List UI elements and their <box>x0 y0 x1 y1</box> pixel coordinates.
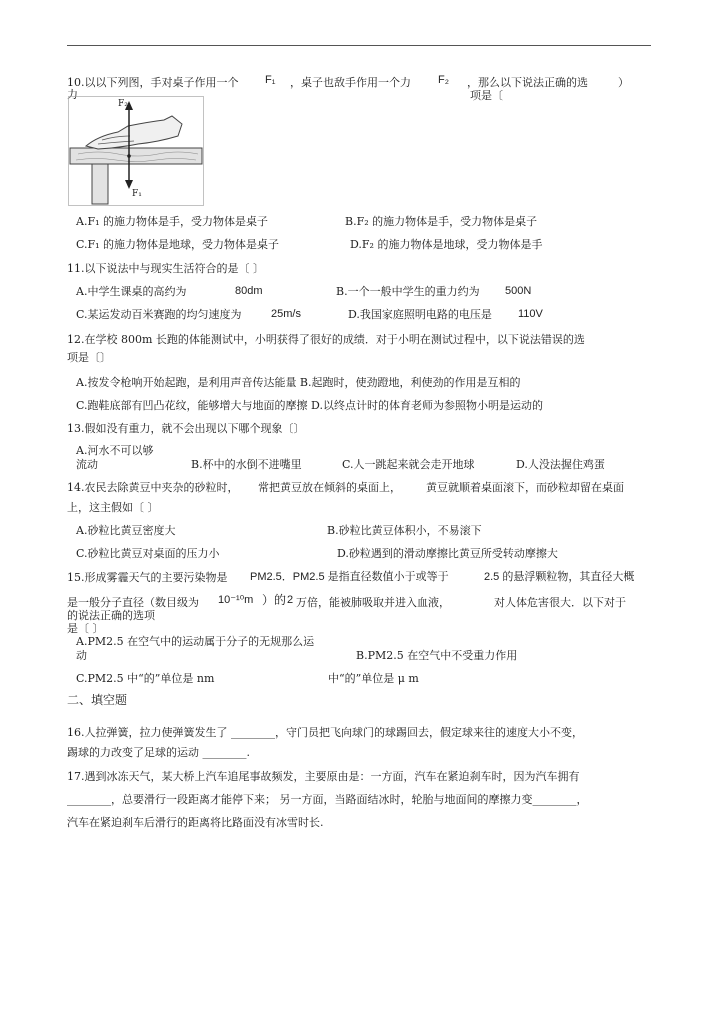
q10-stem-force: 力 <box>67 88 78 101</box>
q16-line1: 16.人拉弹簧，拉力使弹簧发生了 ________，守门员把飞向球门的球踢回去，假定球来往的速度大小不变， <box>67 726 583 739</box>
q15-stem-h: 对人体危害很大．以下对于 <box>494 596 626 609</box>
q15-option-a-line2: 动 <box>76 649 87 662</box>
q10-stem-a: 10.以以下列图，手对桌子作用一个 <box>67 76 239 89</box>
q10-close-paren: ） <box>618 76 629 89</box>
q15-stem-f: 2 <box>287 594 294 606</box>
q10-option-a: A.F₁ 的施力物体是手，受力物体是桌子 <box>76 215 268 228</box>
q15-stem-e: ）的 <box>262 593 287 607</box>
header-rule <box>67 45 651 46</box>
q16-line2: 踢球的力改变了足球的运动 ________. <box>67 746 250 759</box>
q15-option-c: C.PM2.5 中“的”单位是 nm <box>76 672 215 685</box>
q14-option-d: D.砂粒遇到的滑动摩擦比黄豆所受转动摩擦大 <box>337 547 558 560</box>
q11-option-a: A.中学生课桌的高约为 <box>76 285 187 298</box>
hand-table-figure <box>68 96 204 206</box>
q15-stem-a: 15.形成雾霾天气的主要污染物是 <box>67 571 228 584</box>
q11-option-b-value: 500N <box>505 285 532 297</box>
q11-stem: 11.以下说法中与现实生活符合的是〔 〕 <box>67 262 264 275</box>
q12-stem-line1: 12.在学校 800m 长跑的体能测试中，小明获得了很好的成绩．对于小明在测试过程中，以下说法错误的选 <box>67 333 585 346</box>
q15-option-d: 中“的”单位是 μ m <box>328 672 419 685</box>
q13-option-d: D.人没法握住鸡蛋 <box>516 458 605 471</box>
q15-stem-g: 万倍，能被肺吸取并进入血液， <box>296 596 450 609</box>
q12-options-ab: A.按发令枪响开始起跑，是利用声音传达能量 B.起跑时，使劲蹬地，利使劲的作用是互相的 <box>76 376 521 389</box>
q10-option-c: C.F₁ 的施力物体是地球，受力物体是桌子 <box>76 238 280 251</box>
q13-option-c: C.人一跳起来就会走开地球 <box>342 458 475 471</box>
q13-option-a-line1: A.河水不可以够 <box>76 444 154 457</box>
q17-line3: 汽车在紧迫刹车后滑行的距离将比路面没有冰雪时长. <box>67 816 324 829</box>
q15-stem-b: PM2.5．PM2.5 是指直径数值小于或等于 <box>250 571 449 583</box>
q14-stem-b: 常把黄豆放在倾斜的桌面上， <box>258 481 401 494</box>
q14-option-b: B.砂粒比黄豆体积小，不易滚下 <box>327 524 482 537</box>
q15-option-a-line1: A.PM2.5 在空气中的运动属于分子的无规那么运 <box>76 635 315 648</box>
q17-line1: 17.遇到冰冻天气，某大桥上汽车追尾事故频发，主要原由是：一方面，汽车在紧迫刹车时，因为汽车拥有 <box>67 770 580 783</box>
q10-option-b: B.F₂ 的施力物体是手，受力物体是桌子 <box>345 215 538 228</box>
q15-option-b: B.PM2.5 在空气中不受重力作用 <box>356 649 518 662</box>
figure-f1-label: F₁ <box>132 189 142 199</box>
q14-stem-c: 黄豆就顺着桌面滚下，而砂粒却留在桌面 <box>426 481 624 494</box>
q11-option-c: C.某运发动百米赛跑的均匀速度为 <box>76 308 242 321</box>
q14-option-c: C.砂粒比黄豆对桌面的压力小 <box>76 547 220 560</box>
q12-options-cd: C.跑鞋底部有凹凸花纹，能够增大与地面的摩擦 D.以终点计时的体育老师为参照物小明是运动的 <box>76 399 543 412</box>
q10-stem-b: ，桌子也敌手作用一个力 <box>290 76 411 89</box>
q15-stem-i: 的说法正确的选项 <box>67 609 155 622</box>
q15-exponent: 10⁻¹⁰m <box>218 594 254 606</box>
q15-stem-d: 是一般分子直径（数目级为 <box>67 596 199 609</box>
q14-stem-a: 14.农民去除黄豆中夹杂的砂粒时， <box>67 481 239 494</box>
q13-stem: 13.假如没有重力，就不会出现以下哪个现象〔〕 <box>67 422 305 435</box>
q14-option-a: A.砂粒比黄豆密度大 <box>76 524 176 537</box>
q10-stem-c: ，那么以下说法正确的选 <box>467 76 588 89</box>
q11-option-c-value: 25m/s <box>271 308 301 320</box>
q13-option-b: B.杯中的水倒不进嘴里 <box>191 458 302 471</box>
q15-stem-j: 是〔 〕 <box>67 622 104 635</box>
q11-option-d-value: 110V <box>518 308 543 320</box>
q10-f2-label: F₂ <box>438 74 449 86</box>
q11-option-b: B.一个一般中学生的重力约为 <box>336 285 480 298</box>
q11-option-a-value: 80dm <box>235 285 263 297</box>
q17-line2: ________，总要滑行一段距离才能停下来； 另一方面，当路面结冰时，轮胎与地面间的摩擦力变________， <box>67 793 588 806</box>
q15-stem-c: 2.5 的悬浮颗粒物，其直径大概 <box>484 571 635 583</box>
section-fill-in-title: 二、填空题 <box>67 693 128 707</box>
q14-stem-d: 上，这主假如〔 〕 <box>67 501 159 514</box>
q11-option-d: D.我国家庭照明电路的电压是 <box>348 308 492 321</box>
q10-f1-label: F₁ <box>265 74 276 86</box>
figure-f2-label: F₂ <box>118 99 128 109</box>
q12-stem-line2: 项是〔〕 <box>67 351 111 364</box>
q10-stem-xiang: 项是〔 <box>470 89 503 102</box>
q13-option-a-line2: 流动 <box>76 458 98 471</box>
q10-option-d: D.F₂ 的施力物体是地球，受力物体是手 <box>350 238 543 251</box>
